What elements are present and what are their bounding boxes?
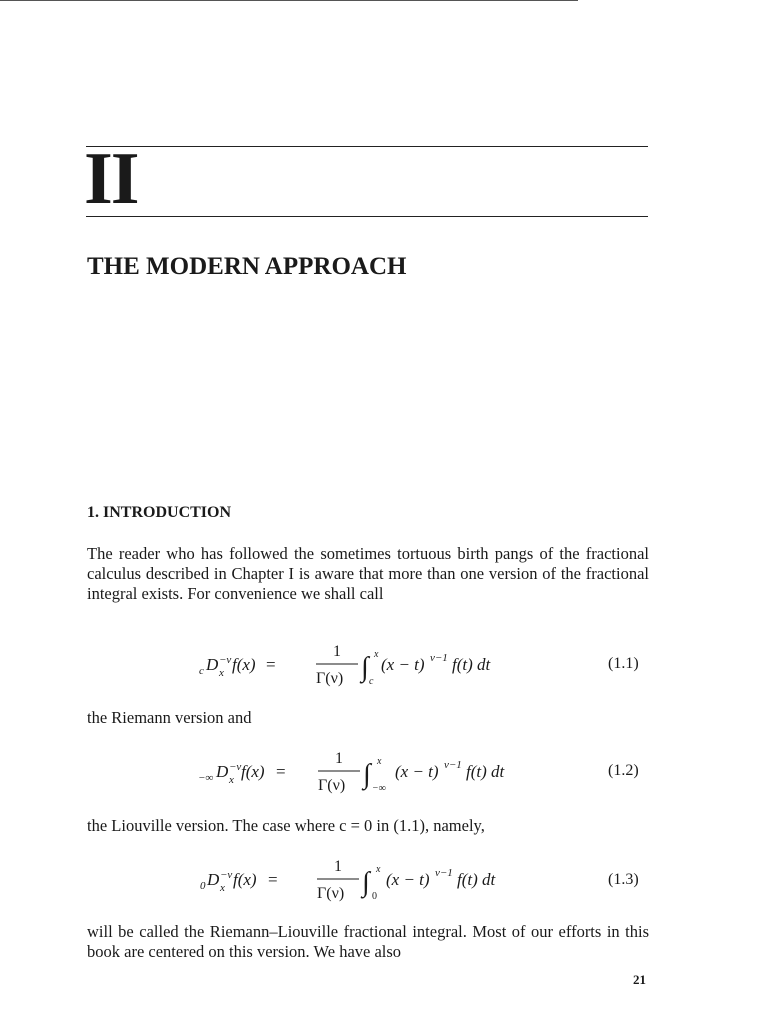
eq1-upper-limit: x <box>374 649 379 660</box>
svg-text:−ν: −ν <box>229 761 242 773</box>
eq2-integral-sign: ∫ <box>363 759 371 790</box>
svg-text:f(t) dt: f(t) dt <box>457 870 496 889</box>
svg-text:f(x): f(x) <box>232 655 256 674</box>
paragraph-riemann-liouville: will be called the Riemann–Liouville fractional integral. Most of our efforts in this book are centered on this version. We have also <box>87 922 649 961</box>
eq2-lower-limit: −∞ <box>372 783 386 794</box>
svg-text:=: = <box>276 762 286 781</box>
eq3-integral-sign: ∫ <box>362 867 370 898</box>
svg-text:x: x <box>220 882 225 894</box>
eq3-upper-limit: x <box>376 864 381 875</box>
svg-text:f(x): f(x) <box>233 870 257 889</box>
svg-text:(x − t): (x − t) <box>386 870 430 889</box>
eq2-lower-prefix: −∞ <box>198 772 214 784</box>
eq1-operator: D <box>206 655 219 674</box>
eq2-operator: D <box>216 762 229 781</box>
chapter-title: THE MODERN APPROACH <box>87 253 407 280</box>
svg-text:(x − t): (x − t) <box>395 762 439 781</box>
svg-text:=: = <box>268 870 278 889</box>
svg-text:f(x): f(x) <box>241 762 265 781</box>
svg-text:(x − t): (x − t) <box>381 655 425 674</box>
eq3-numerator: 1 <box>334 858 342 875</box>
top-rule <box>0 0 578 1</box>
svg-text:x: x <box>219 667 224 679</box>
svg-text:f(t) dt: f(t) dt <box>452 655 491 674</box>
eq3-operator: D <box>207 870 220 889</box>
equation-1-3 <box>200 858 497 902</box>
eq1-numerator: 1 <box>333 643 341 660</box>
equation-number-1-3: (1.3) <box>608 871 639 888</box>
eq1-lower-prefix: c <box>199 665 204 677</box>
chapter-rule-top <box>86 146 648 147</box>
equation-number-1-1: (1.1) <box>608 655 639 672</box>
paragraph-riemann: the Riemann version and <box>87 708 252 727</box>
svg-text:x: x <box>229 774 234 786</box>
eq1-denominator: Γ(ν) <box>316 670 344 687</box>
equation-1-2 <box>198 750 506 794</box>
svg-text:=: = <box>266 655 276 674</box>
eq2-upper-limit: x <box>377 756 382 767</box>
paragraph-intro: The reader who has followed the sometimes tortuous birth pangs of the fractional calculus described in Chapter I is aware that more than one version of the fractional integral exists. For convenience we shall call <box>87 544 649 603</box>
paragraph-liouville: the Liouville version. The case where c = 0 in (1.1), namely, <box>87 816 485 835</box>
svg-text:ν−1: ν−1 <box>430 652 448 664</box>
equation-1-1 <box>199 643 492 687</box>
svg-text:ν−1: ν−1 <box>435 867 453 879</box>
eq3-lower-limit: 0 <box>372 891 377 902</box>
eq3-lower-prefix: 0 <box>200 880 206 892</box>
eq3-denominator: Γ(ν) <box>317 885 345 902</box>
svg-text:−ν: −ν <box>220 869 233 881</box>
chapter-rule-bottom <box>86 216 648 217</box>
section-heading: 1. INTRODUCTION <box>87 504 232 521</box>
page-number: 21 <box>633 972 646 987</box>
eq2-numerator: 1 <box>335 750 343 767</box>
chapter-number: II <box>84 138 138 220</box>
eq2-denominator: Γ(ν) <box>318 777 346 794</box>
svg-text:f(t) dt: f(t) dt <box>466 762 505 781</box>
eq1-integral-sign: ∫ <box>361 652 369 683</box>
svg-text:ν−1: ν−1 <box>444 759 462 771</box>
svg-text:−ν: −ν <box>219 654 232 666</box>
equation-number-1-2: (1.2) <box>608 762 639 779</box>
eq1-lower-limit: c <box>369 676 374 687</box>
